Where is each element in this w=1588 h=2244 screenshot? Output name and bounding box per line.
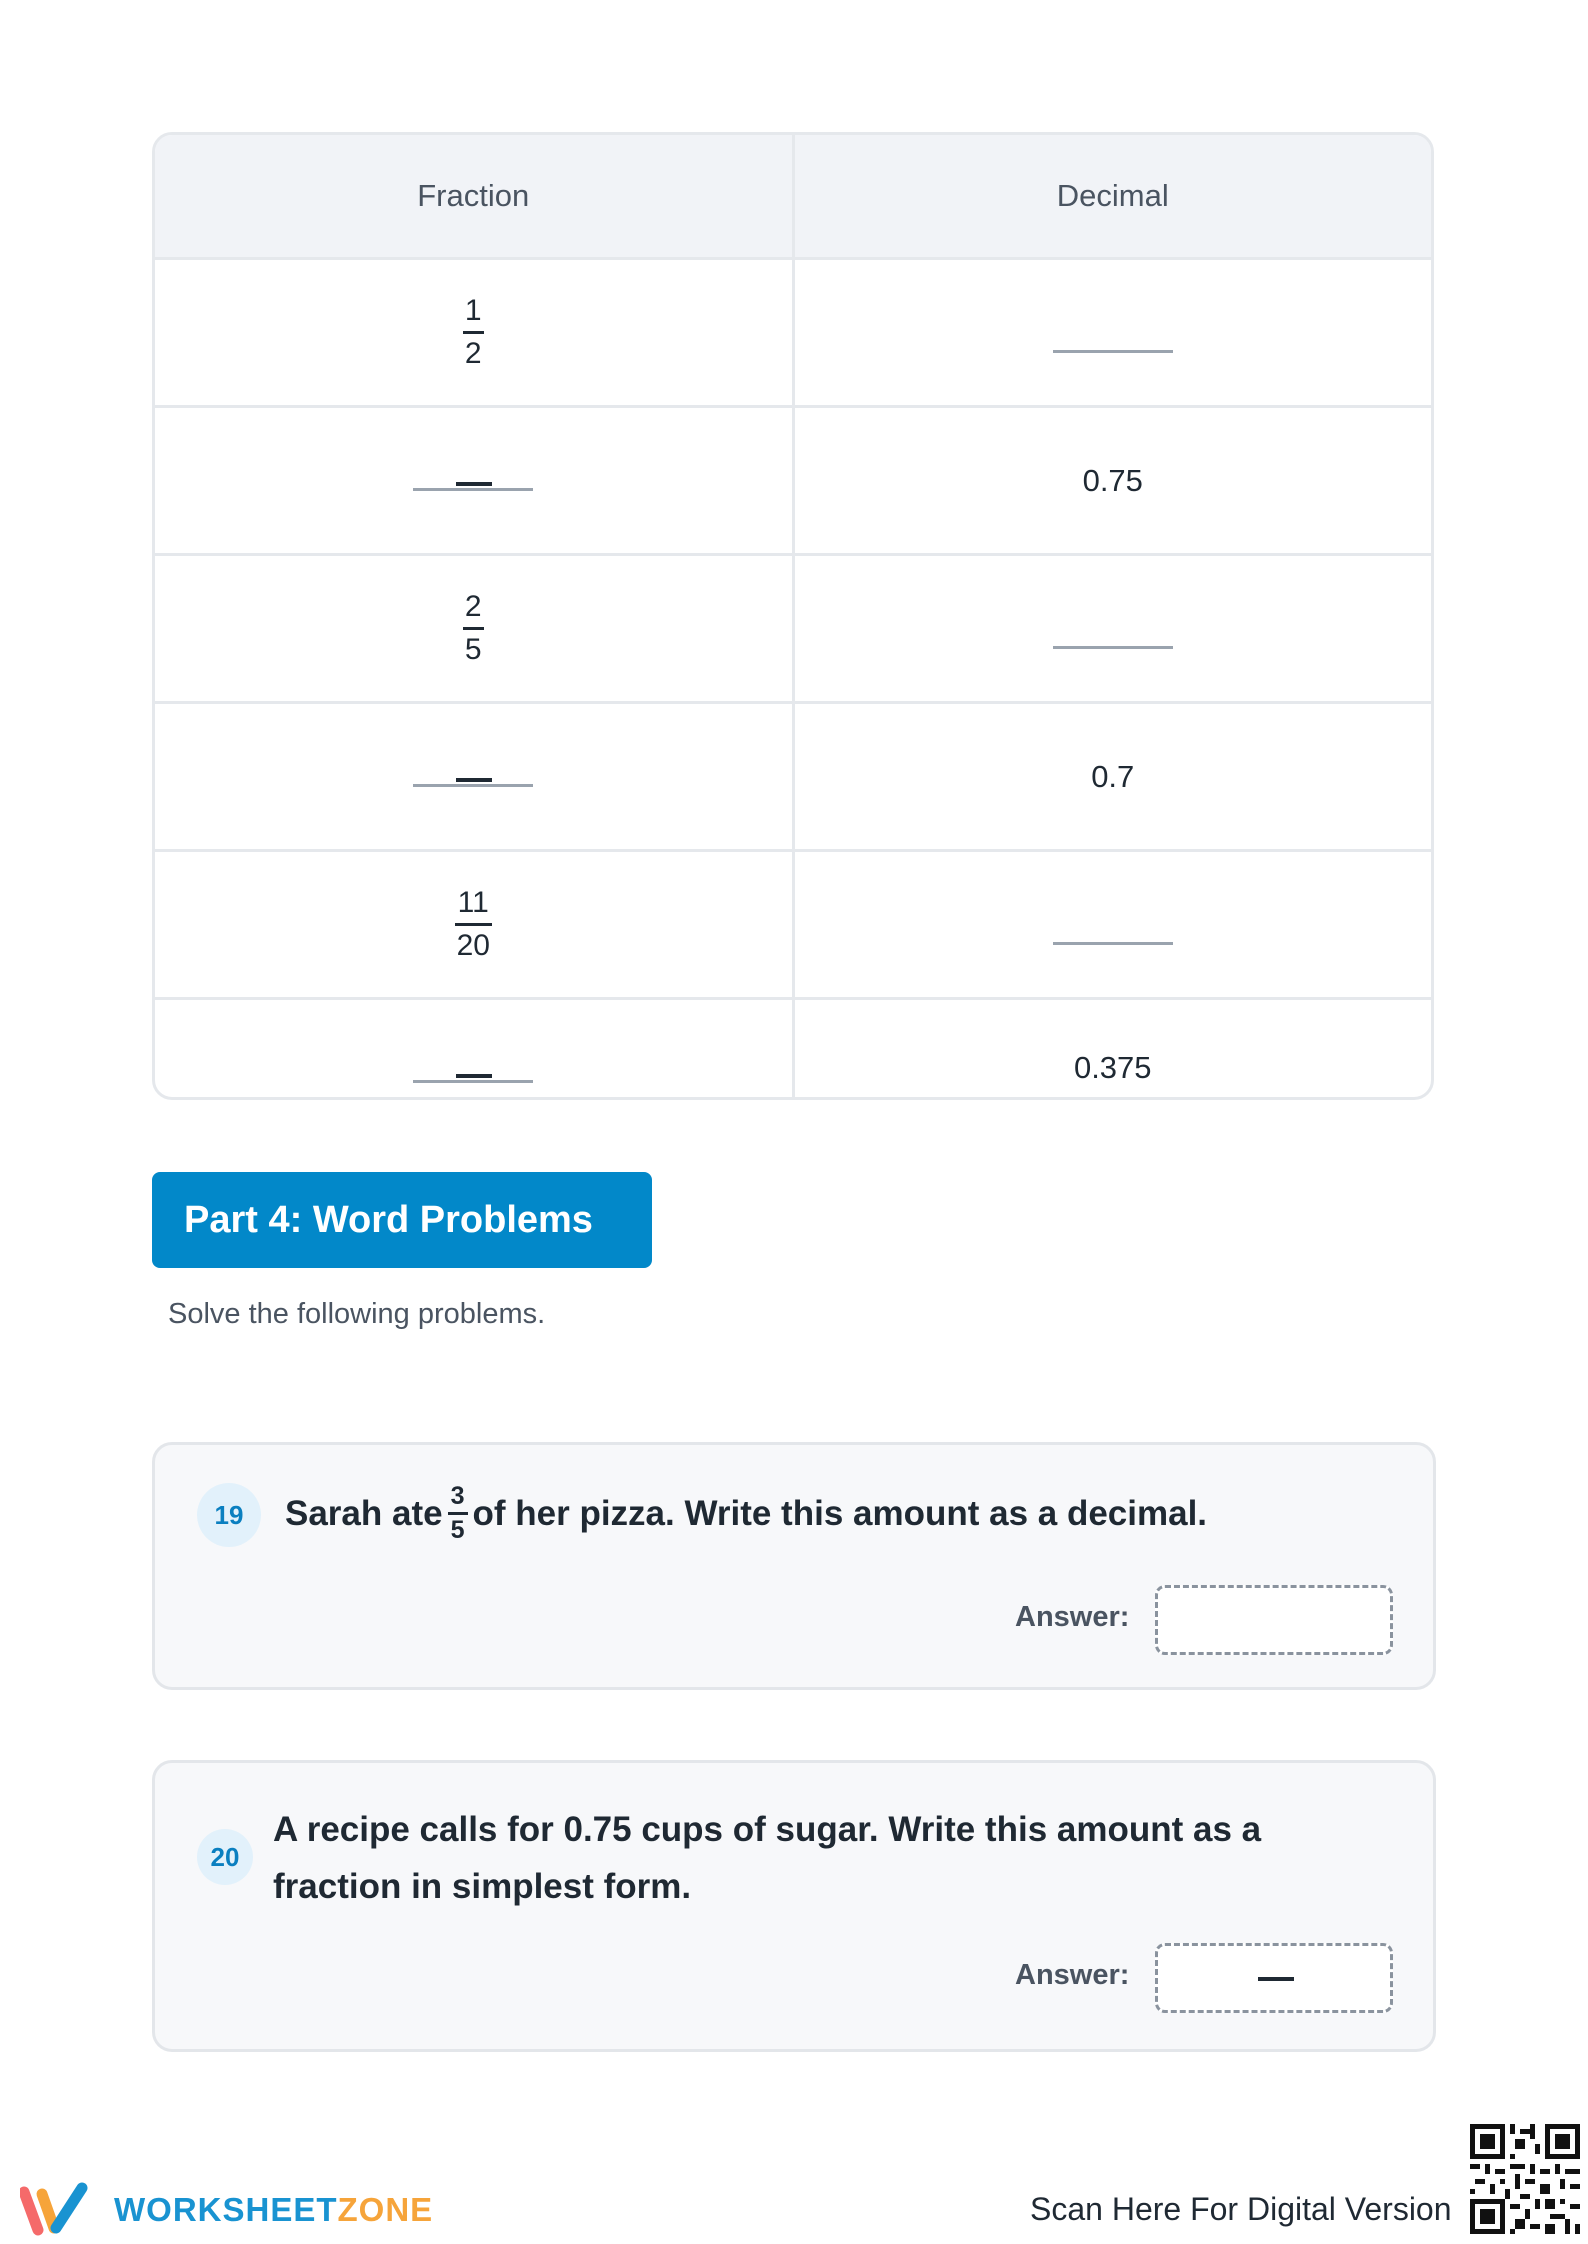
fraction-bar: [1258, 1977, 1294, 1981]
denominator: 20: [456, 929, 490, 962]
table-row: [155, 408, 1431, 556]
problem-question: [285, 1484, 1207, 1543]
denominator: 5: [464, 633, 482, 666]
fraction-bar: [455, 923, 492, 926]
logo-icon: [20, 2182, 100, 2238]
decimal-value: 0.375: [1073, 1050, 1152, 1085]
problem-card: [152, 1442, 1436, 1690]
fraction-cell: [155, 260, 795, 405]
numerator: 11: [457, 886, 489, 919]
answer-box[interactable]: [1155, 1943, 1393, 2013]
answer-label: Answer:: [1015, 1601, 1130, 1633]
decimal-cell: [795, 556, 1432, 701]
decimal-value: 0.7: [1091, 758, 1135, 794]
fraction-cell: [155, 704, 795, 849]
problem-number: 20: [197, 1829, 253, 1885]
scan-text: Scan Here For Digital Version: [1030, 2191, 1452, 2227]
header-fraction: Fraction: [155, 135, 795, 257]
numerator: 2: [464, 590, 482, 623]
fraction-decimal-table: [152, 132, 1434, 1100]
fraction: [465, 296, 482, 369]
fraction-bar: [456, 1074, 492, 1078]
question-text-before: Sarah ate: [285, 1494, 443, 1533]
fraction-bar: [463, 627, 484, 630]
fraction-answer-blank[interactable]: [413, 482, 533, 492]
decimal-answer-blank[interactable]: [1053, 942, 1173, 945]
decimal-cell: [795, 852, 1432, 997]
decimal-cell: [795, 260, 1432, 405]
blank-line: [413, 784, 533, 787]
fraction-bar: [456, 482, 492, 486]
fraction-cell: [155, 408, 795, 553]
decimal-value: 0.75: [1082, 462, 1143, 498]
answer-box[interactable]: [1155, 1585, 1393, 1655]
denominator: 5: [450, 1516, 465, 1544]
numerator: 1: [464, 294, 482, 327]
fraction: [465, 592, 482, 665]
table-header: [155, 135, 1431, 260]
decimal-answer-blank[interactable]: [1053, 350, 1173, 353]
logo-text-part2: ZONE: [337, 2191, 434, 2228]
fraction: [451, 1484, 465, 1543]
fraction-cell: [155, 556, 795, 701]
answer-label: Answer:: [1015, 1959, 1130, 1991]
fraction-answer-blank[interactable]: [413, 778, 533, 788]
decimal-cell: [795, 408, 1432, 553]
table-row: [155, 1000, 1431, 1100]
logo-text: [114, 2191, 433, 2229]
header-decimal: Decimal: [1056, 178, 1169, 213]
fraction-answer-blank[interactable]: [413, 1074, 533, 1084]
logo-text-part1: WORKSHEET: [114, 2191, 338, 2228]
decimal-cell: [795, 704, 1432, 849]
table-row: [155, 556, 1431, 704]
numerator: 3: [450, 1482, 465, 1510]
fraction-cell: [155, 1000, 795, 1100]
section-title: Part 4: Word Problems: [152, 1172, 652, 1268]
problem-card: [152, 1760, 1436, 2052]
qr-code-icon[interactable]: [1470, 2124, 1580, 2234]
fraction-bar: [448, 1512, 468, 1515]
question-text-after: of her pizza. Write this amount as a decimal.: [472, 1494, 1208, 1533]
fraction-bar: [463, 331, 484, 334]
table-row: [155, 260, 1431, 408]
decimal-cell: [795, 1000, 1432, 1100]
problem-question: A recipe calls for 0.75 cups of sugar. Write this amount as a fraction in simplest form.: [273, 1810, 1262, 1906]
section-instructions: Solve the following problems.: [168, 1298, 546, 1330]
problem-number: 19: [197, 1483, 261, 1547]
fraction: [457, 888, 490, 961]
fraction-bar: [456, 778, 492, 782]
worksheetzone-logo[interactable]: [20, 2182, 433, 2238]
table-row: [155, 704, 1431, 852]
blank-line: [413, 488, 533, 491]
blank-line: [413, 1080, 533, 1083]
denominator: 2: [464, 337, 482, 370]
decimal-answer-blank[interactable]: [1053, 646, 1173, 649]
fraction-cell: [155, 852, 795, 997]
table-row: [155, 852, 1431, 1000]
